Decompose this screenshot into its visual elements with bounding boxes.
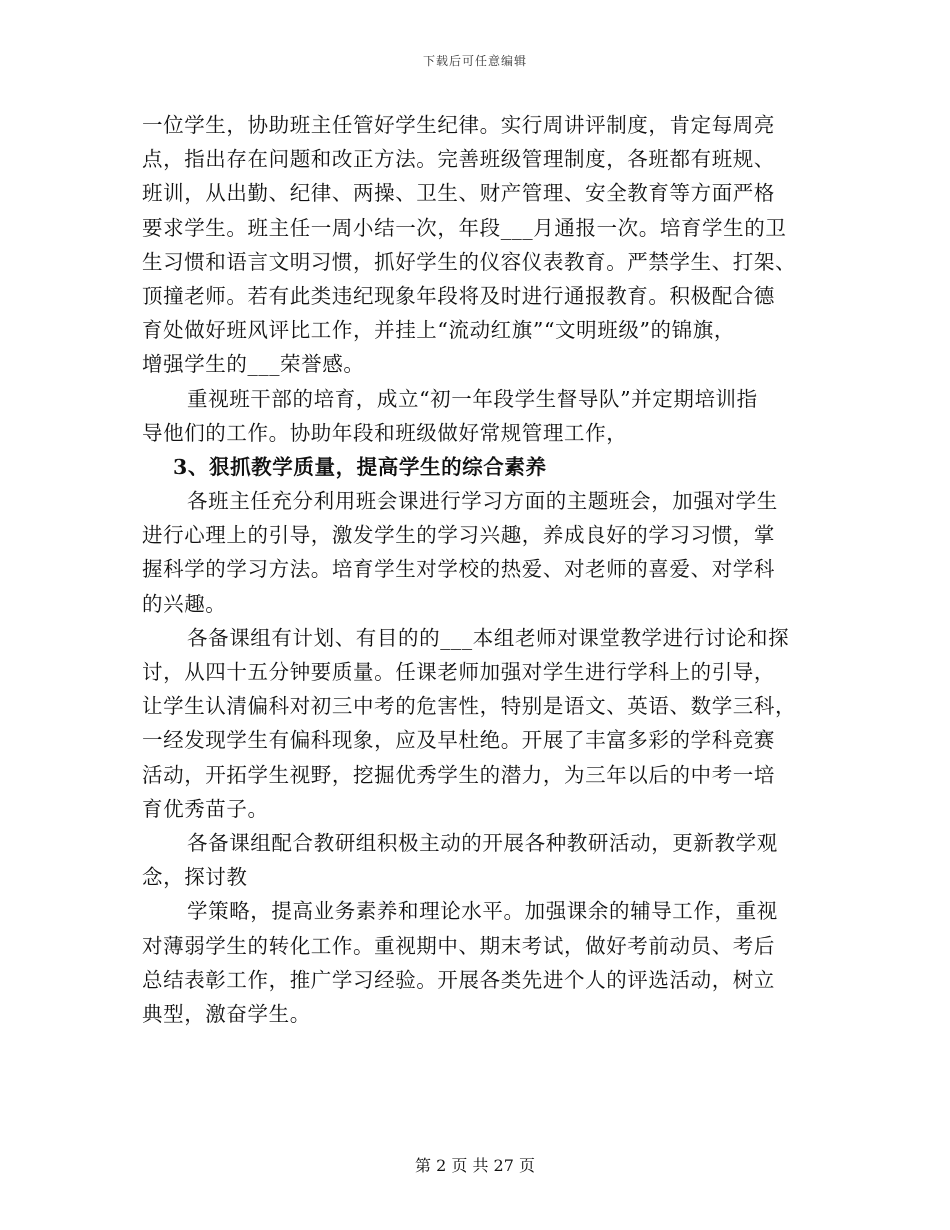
text-line: 活动，开拓学生视野，挖掘优秀学生的潜力，为三年以后的中考一培 — [142, 762, 775, 787]
header-note: 下载后可任意编辑 — [422, 54, 527, 68]
text-line: 对薄弱学生的转化工作。重视期中、期末考试，做好考前动员、考后 — [142, 933, 775, 958]
text-line: 的兴趣。 — [142, 591, 227, 616]
text-line: 进行心理上的引导，激发学生的学习兴趣，养成良好的学习习惯，掌 — [142, 523, 775, 548]
text-line: 导他们的工作。协助年段和班级做好常规管理工作， — [142, 420, 628, 445]
text-line: 典型，激奋学生。 — [142, 1001, 311, 1026]
text-line: 一经发现学生有偏科现象，应及早杜绝。开展了丰富多彩的学科竞赛 — [142, 728, 775, 753]
text-line: 增强学生的___荣誉感。 — [142, 352, 365, 377]
text-line: 育优秀苗子。 — [142, 796, 269, 821]
text-line: 点，指出存在问题和改正方法。完善班级管理制度，各班都有班规、 — [142, 147, 775, 172]
text-line: 总结表彰工作，推广学习经验。开展各类先进个人的评选活动，树立 — [142, 967, 775, 992]
text-line: 顶撞老师。若有此类违纪现象年段将及时进行通报教育。积极配合德 — [142, 283, 775, 308]
paragraph-start: 重视班干部的培育，成立“初一年段学生督导队”并定期培训指 — [187, 386, 758, 411]
text-line: 让学生认清偏科对初三中考的危害性，特别是语文、英语、数学三科， — [142, 694, 797, 719]
document-body — [142, 108, 812, 1031]
paragraph-start: 学策略，提高业务素养和理论水平。加强课余的辅导工作，重视 — [187, 899, 778, 924]
text-line: 育处做好班风评比工作，并挂上“流动红旗”“文明班级”的锦旗， — [142, 318, 735, 343]
text-line: 握科学的学习方法。培育学生对学校的热爱、对老师的喜爱、对学科 — [142, 557, 775, 582]
paragraph-start: 各班主任充分利用班会课进行学习方面的主题班会，加强对学生 — [187, 489, 778, 514]
text-line: 要求学生。班主任一周小结一次，年段___月通报一次。培育学生的卫 — [142, 215, 787, 240]
text-line: 念，探讨教 — [142, 865, 248, 890]
text-line: 生习惯和语言文明习惯，抓好学生的仪容仪表教育。严禁学生、打架、 — [142, 249, 797, 274]
paragraph-start: 各备课组配合教研组积极主动的开展各种教研活动，更新教学观 — [187, 830, 778, 855]
paragraph-start: 各备课组有计划、有目的的___本组老师对课堂教学进行讨论和探 — [187, 625, 790, 650]
text-line: 讨，从四十五分钟要质量。任课老师加强对学生进行学科上的引导， — [142, 660, 775, 684]
section-heading: 3、狠抓教学质量，提高学生的综合素养 — [173, 454, 547, 479]
text-line: 班训，从出勤、纪律、两操、卫生、财产管理、安全教育等方面严格 — [142, 181, 775, 206]
page-number: 第 2 页 共 27 页 — [415, 1156, 535, 1175]
text-line: 一位学生，协助班主任管好学生纪律。实行周讲评制度，肯定每周亮 — [142, 113, 775, 137]
